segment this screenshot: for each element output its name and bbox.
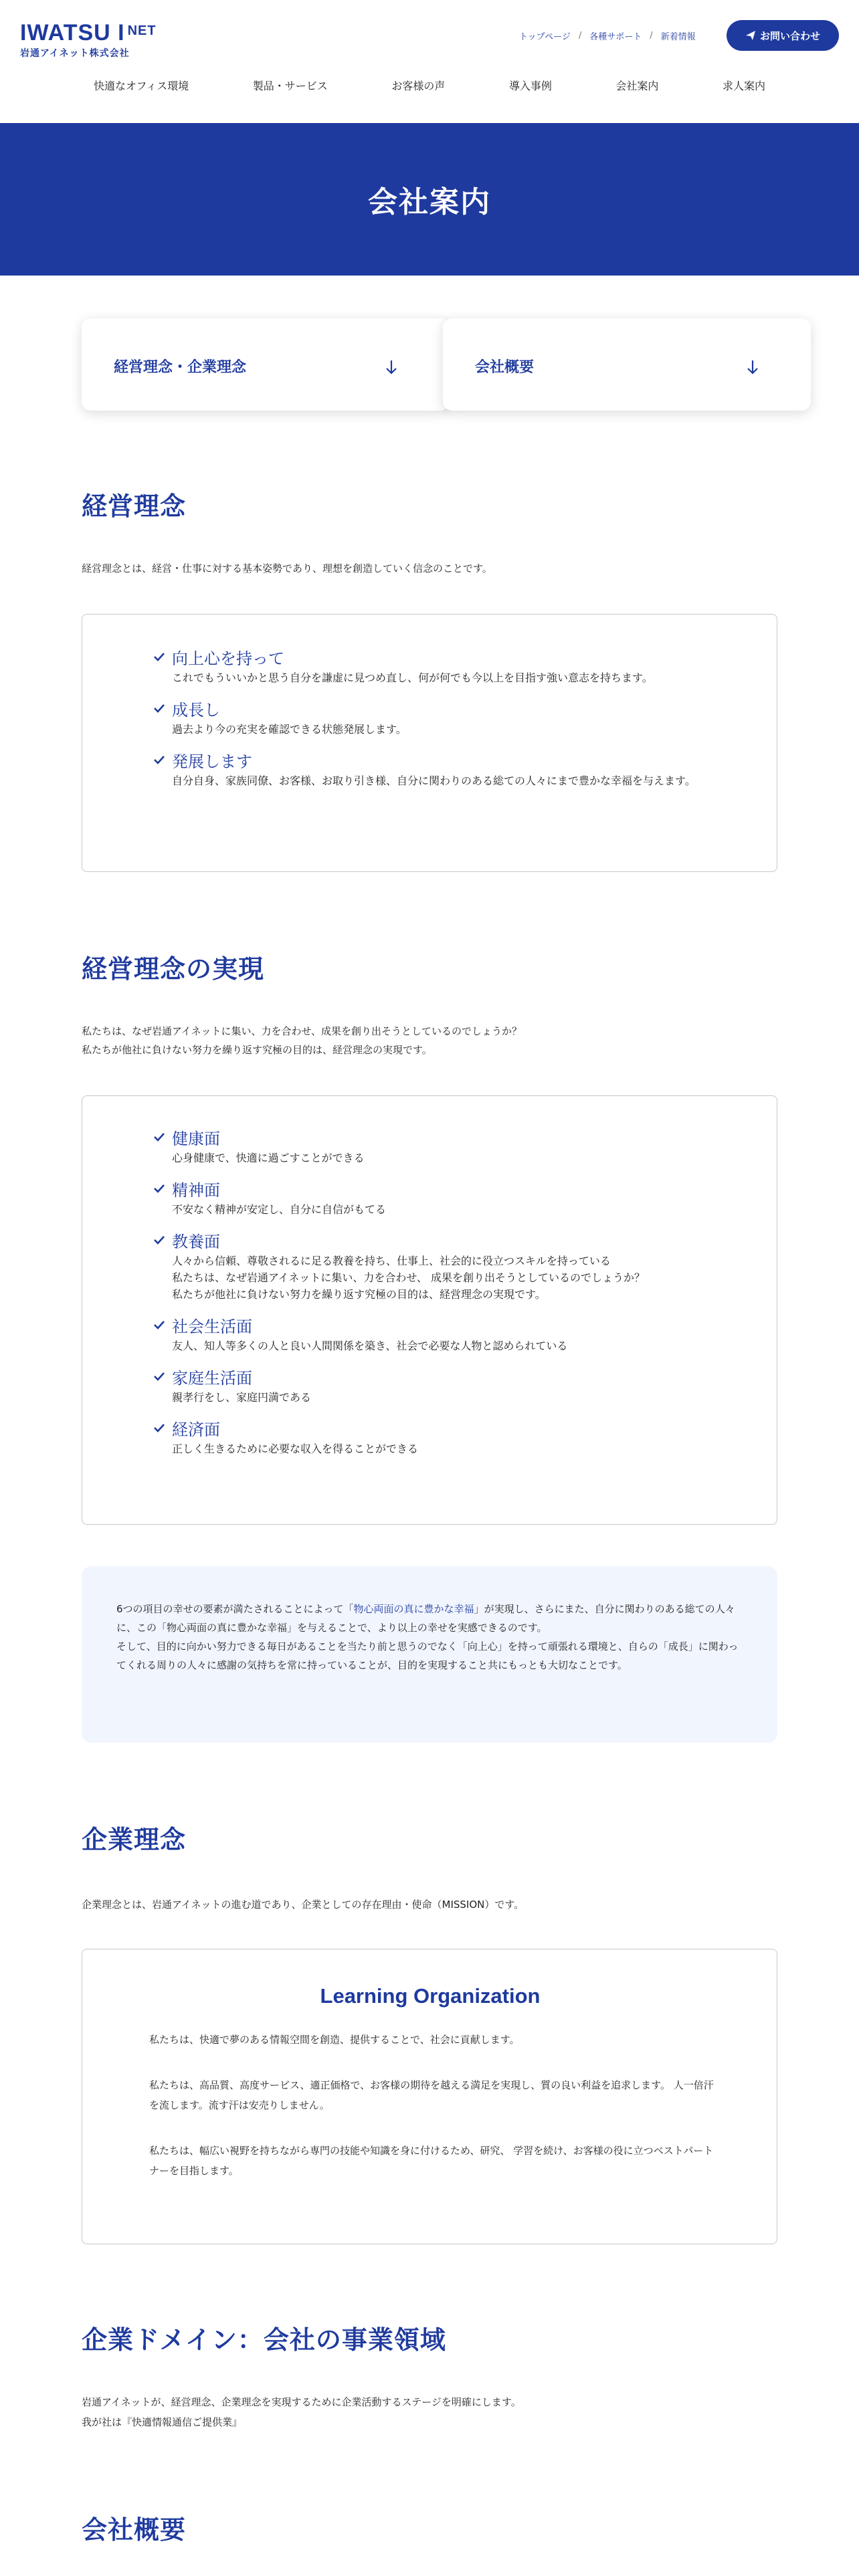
corporate-paragraph-1: 私たちは、快適で夢のある情報空間を創造、提供することで、社会に貢献します。: [149, 2034, 520, 2046]
domain-line-1: 岩通アイネットが、経営理念、企業理念を実現するために企業活動するステージを明確にします。: [82, 2396, 521, 2408]
util-link-news[interactable]: 新着情報: [660, 32, 696, 42]
util-separator: /: [578, 31, 582, 41]
util-link-top[interactable]: トップページ: [519, 32, 571, 42]
learning-organization-title: Learning Organization: [320, 1984, 541, 2008]
list-item: [152, 1231, 700, 1303]
check-icon: [153, 1184, 165, 1193]
nav-item-office[interactable]: 快適なオフィス環境: [94, 80, 189, 92]
check-icon: [153, 652, 165, 661]
item-text: 人々から信頼、尊敬されるに足る教養を持ち、仕事上、社会的に役立つスキルを持っている: [172, 1255, 611, 1267]
corporate-intro: 企業理念とは、岩通アイネットの進む道であり、企業としての存在理由・使命（MISSION）です。: [82, 1899, 524, 1911]
site-header: [0, 0, 859, 123]
utility-nav: [519, 29, 696, 42]
summary-highlight: 物心両面の真に豊かな幸福: [353, 1603, 474, 1615]
section-title-overview: 会社概要: [82, 2515, 187, 2545]
corporate-paragraph-3: 私たちは、幅広い視野を持ちながら専門の技能や知識を身に付けるため、研究、 学習を続け、お客様の役に立つベストパートナーを目指します。: [149, 2145, 714, 2177]
item-heading: 成長し: [172, 701, 220, 720]
philosophy-list: [152, 648, 700, 802]
nav-item-cases[interactable]: 導入事例: [508, 80, 552, 92]
contact-button-label: お問い合わせ: [759, 29, 820, 42]
item-heading: 家庭生活面: [172, 1369, 252, 1388]
summary-text: [116, 1600, 745, 1675]
philosophy-intro: 経営理念とは、経営・仕事に対する基本姿勢であり、理想を創造していく信念のことです。: [82, 562, 492, 574]
page-title: 会社案内: [368, 185, 491, 219]
check-icon: [153, 1372, 165, 1381]
anchor-card-label: 経営理念・企業理念: [114, 359, 247, 376]
list-item: [152, 1180, 700, 1218]
list-item: [152, 1419, 700, 1457]
realization-list: [152, 1128, 700, 1471]
item-heading: 精神面: [172, 1181, 220, 1200]
item-text: 過去より今の充実を確認できる状態発展します。: [172, 723, 407, 736]
logo-net: NET: [127, 23, 157, 38]
realization-intro-2: 私たちが他社に負けない努力を繰り返す究極の目的は、経営理念の実現です。: [82, 1044, 432, 1056]
item-text-extra: 私たちが他社に負けない努力を繰り返す究極の目的は、経営理念の実現です。: [172, 1288, 546, 1301]
summary-p1-after: 」が実現し、さらにまた、自分に関わりのある総ての人々に、この「物心両面の真に豊かな幸福」を与えることで、より以上の幸せを実感できるのです。: [116, 1603, 735, 1634]
item-heading: 教養面: [172, 1232, 220, 1251]
section-title-domain: 企業ドメイン：会社の事業領域: [82, 2325, 446, 2355]
item-heading: 向上心を持って: [172, 649, 284, 668]
item-text: 自分自身、家族同僚、お客様、お取り引き様、自分に関わりのある総ての人々にまで豊かな幸福を与えます。: [172, 774, 696, 787]
list-item: [152, 1128, 700, 1166]
anchor-card-overview[interactable]: [443, 318, 811, 411]
contact-button[interactable]: [727, 20, 839, 51]
global-nav: [94, 78, 765, 93]
domain-line-2: 我が社は『快適情報通信ご提供業』: [82, 2416, 243, 2428]
check-icon: [153, 1320, 165, 1329]
item-text: 不安なく精神が安定し、自分に自信がもてる: [172, 1203, 387, 1216]
nav-item-company[interactable]: 会社案内: [615, 80, 659, 92]
arrow-down-icon: [385, 360, 397, 374]
nav-item-voices[interactable]: お客様の声: [391, 80, 446, 92]
check-icon: [153, 1132, 165, 1142]
company-logo[interactable]: [20, 19, 157, 60]
realization-intro-1: 私たちは、なぜ岩通アイネットに集い、力を合わせ、成果を創り出そうとしているのでしょうか？: [82, 1025, 522, 1037]
check-icon: [153, 755, 165, 764]
happiness-summary: [82, 1566, 777, 1743]
realization-box: [82, 1095, 777, 1525]
util-link-support[interactable]: 各種サポート: [589, 32, 642, 42]
list-item: [152, 1368, 700, 1406]
section-title-realization: 経営理念の実現: [82, 954, 265, 984]
section-title-philosophy: 経営理念: [82, 492, 187, 521]
item-text: 友人、知人等多くの人と良い人間関係を築き、社会で必要な人物と認められている: [172, 1339, 568, 1352]
check-icon: [153, 704, 165, 713]
logo-wordmark: IWATSU I: [20, 20, 125, 45]
list-item: [152, 700, 700, 738]
list-item: [152, 648, 700, 686]
arrow-down-icon: [747, 360, 759, 374]
paper-plane-icon: [745, 30, 756, 41]
summary-p2: そして、目的に向かい努力できる毎日があることを当たり前と思うのでなく「向上心」を持って頑張れる環境と、自らの「成長」に関わってくれる周りの人々に感謝の気持ちを常に持っていることが、目的を実現すること共にもっとも大切なことです。: [116, 1640, 739, 1671]
nav-item-recruit[interactable]: 求人案内: [722, 80, 765, 92]
item-text: これでもういいかと思う自分を謙虚に見つめ直し、何が何でも今以上を目指す強い意志を持ちます。: [172, 671, 653, 684]
section-title-corporate: 企業理念: [82, 1825, 187, 1854]
item-heading: 健康面: [172, 1130, 220, 1148]
check-icon: [153, 1235, 165, 1245]
item-text-extra: 私たちは、なぜ岩通アイネットに集い、力を合わせ、 成果を創り出そうとしているのでしょうか？: [172, 1271, 646, 1284]
item-heading: 経済面: [172, 1420, 220, 1439]
list-item: [152, 1316, 700, 1354]
item-text: 親孝行をし、家庭円満である: [172, 1391, 312, 1404]
page-hero: [0, 123, 859, 276]
item-text: 正しく生きるために必要な収入を得ることができる: [172, 1442, 419, 1455]
logo-company-name: 岩通アイネット株式会社: [20, 48, 130, 59]
corporate-paragraph-2: 私たちは、高品質、高度サービス、適正価格で、お客様の期待を越える満足を実現し、質の良い利益を追求します。 人一倍汗を流します。流す汗は安売りしません。: [149, 2079, 714, 2111]
anchor-card-label: 会社概要: [475, 359, 535, 376]
item-heading: 発展します: [172, 752, 252, 771]
item-text: 心身健康で、快適に過ごすことができる: [172, 1152, 365, 1164]
nav-item-products[interactable]: 製品・サービス: [252, 80, 328, 92]
check-icon: [153, 1423, 165, 1432]
item-heading: 社会生活面: [172, 1317, 252, 1336]
corporate-box: [82, 1949, 777, 2244]
philosophy-box: [82, 614, 777, 872]
list-item: [152, 751, 700, 789]
util-separator: /: [650, 31, 653, 41]
anchor-card-philosophy[interactable]: [82, 318, 450, 411]
summary-p1-before: 6つの項目の幸せの要素が満たされることによって「: [116, 1603, 354, 1615]
